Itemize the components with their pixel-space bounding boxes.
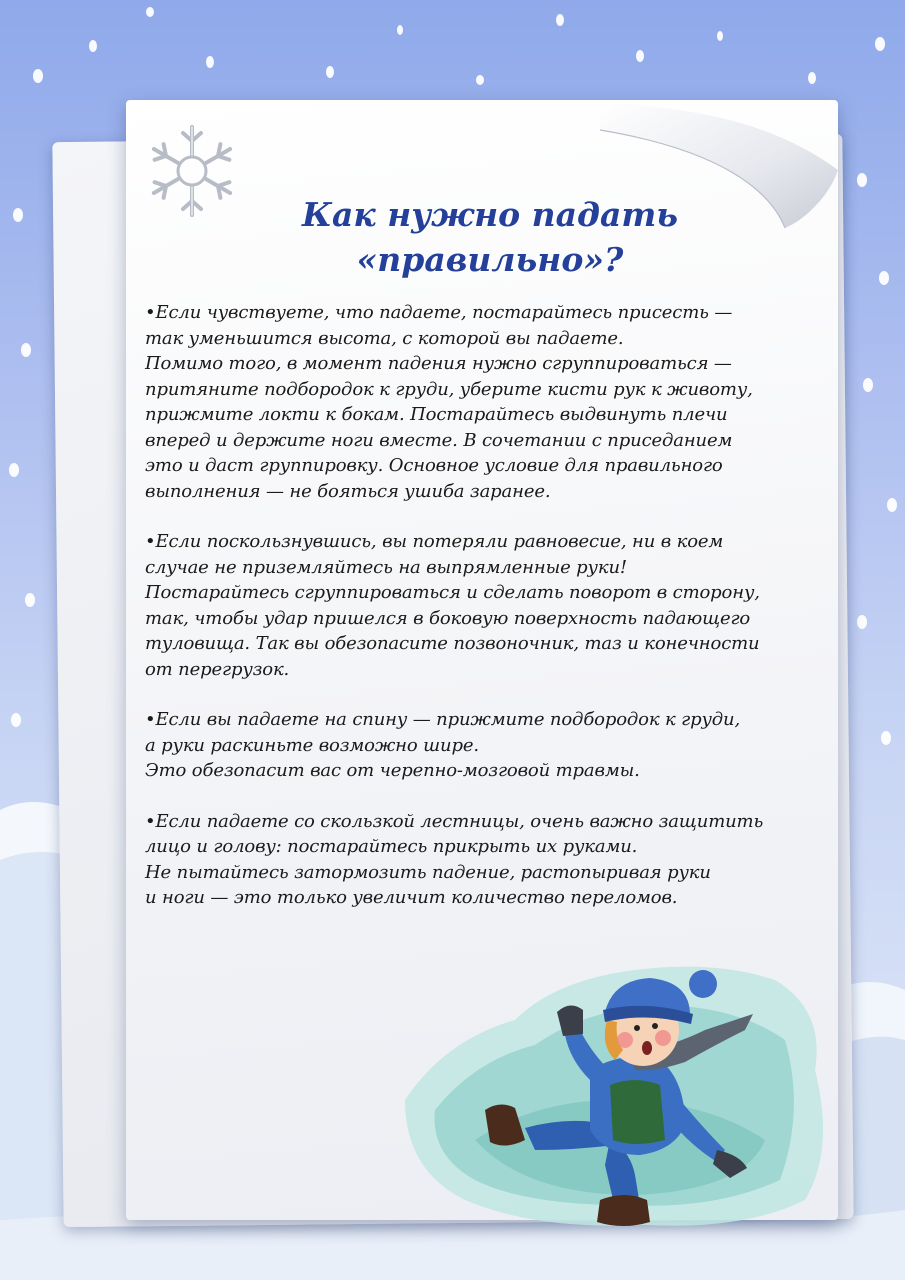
- text-line: туловища. Так вы обезопасите позвоночник, таз и конечности: [145, 633, 760, 654]
- paragraph-stairs: [145, 809, 845, 911]
- title-line-2: «правильно»?: [356, 240, 624, 279]
- text-line: а руки раскиньте возможно шире.: [145, 734, 479, 756]
- text-line: от перегрузок.: [145, 658, 290, 680]
- text-line: Это обезопасит вас от черепно-мозговой травмы.: [145, 760, 640, 781]
- page-title: [200, 192, 780, 282]
- text-line: Постарайтесь сгруппироваться и сделать поворот в сторону,: [145, 582, 760, 603]
- paragraph-back-fall: [145, 707, 845, 784]
- text-line: •Если вы падаете на спину — прижмите подбородок к груди,: [145, 709, 741, 730]
- text-line: выполнения — не бояться ушиба заранее.: [145, 480, 551, 502]
- text-line: •Если падаете со скользкой лестницы, очень важно защитить: [145, 810, 764, 832]
- text-line: лицо и голову: постарайтесь прикрыть их руками.: [145, 836, 638, 857]
- text-line: вперед и держите ноги вместе. В сочетании с приседанием: [145, 429, 733, 451]
- text-line: Не пытайтесь затормозить падение, растопыривая руки: [145, 861, 711, 883]
- text-line: и ноги — это только увеличит количество переломов.: [145, 887, 678, 908]
- text-line: так, чтобы удар пришелся в боковую поверхность падающего: [145, 607, 751, 629]
- text-line: •Если поскользнувшись, вы потеряли равновесие, ни в коем: [145, 531, 724, 552]
- paragraph-squat: [145, 300, 845, 504]
- text-line: случае не приземляйтесь на выпрямленные руки!: [145, 556, 627, 578]
- paragraph-balance: [145, 529, 845, 682]
- instructions-body: [145, 300, 845, 936]
- text-line: так уменьшится высота, с которой вы падаете.: [145, 327, 624, 349]
- text-line: •Если чувствуете, что падаете, постарайтесь присесть —: [145, 302, 733, 323]
- text-line: Помимо того, в момент падения нужно сгруппироваться —: [145, 353, 732, 374]
- title-line-1: Как нужно падать: [301, 195, 679, 234]
- text-line: это и даст группировку. Основное условие для правильного: [145, 455, 723, 476]
- text-line: притяните подбородок к груди, уберите кисти рук к животу,: [145, 378, 753, 400]
- text-line: прижмите локти к бокам. Постарайтесь выдвинуть плечи: [145, 404, 728, 425]
- falling-child-illustration: [385, 950, 845, 1240]
